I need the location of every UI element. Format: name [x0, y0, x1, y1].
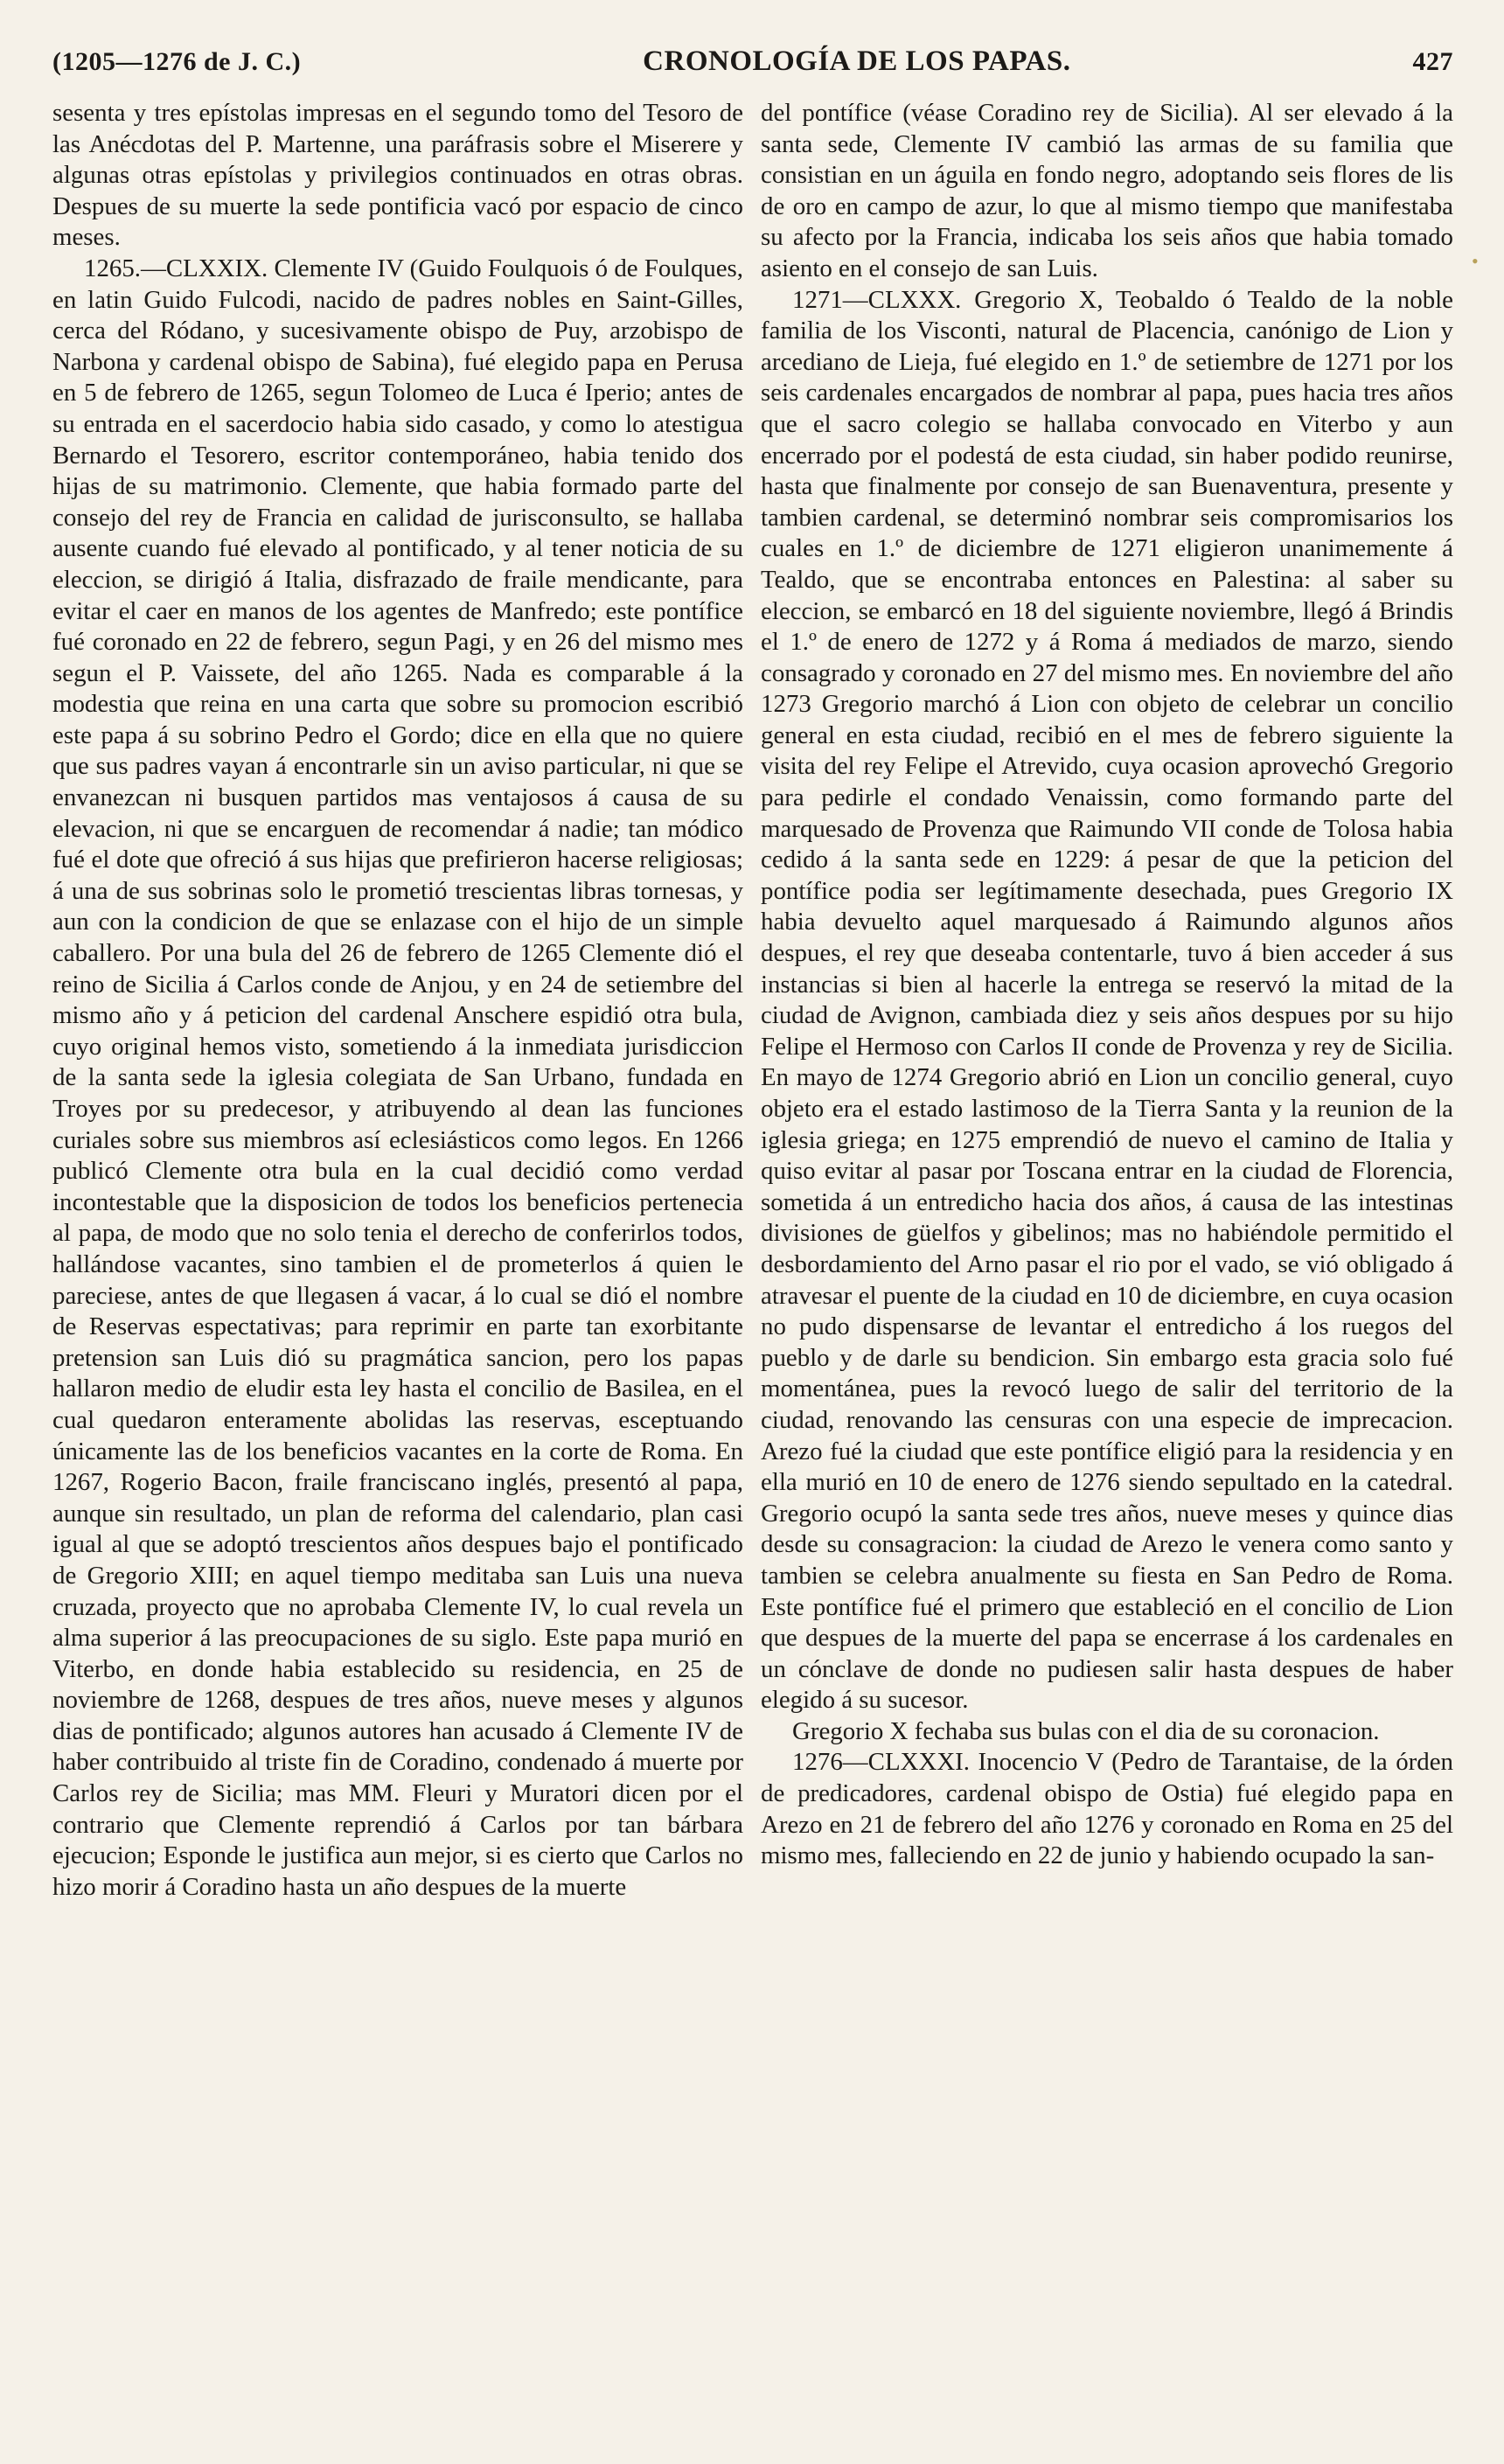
left-column — [52, 98, 743, 1903]
right-column — [761, 98, 1453, 1872]
page-number: 427 — [1412, 47, 1453, 76]
header-title: CRONOLOGÍA DE LOS PAPAS. — [643, 45, 1071, 77]
paragraph-gregorio-x: 1271—CLXXX. Gregorio X, Teobaldo ó Tealdo de la noble familia de los Visconti, natural de Placencia, canónigo de Lion y arcediano de Lieja, fué elegido en 1.º de setiembre de 1271 por los seis cardenales encargados de nombrar al papa, pues hacia tres años que el sacro colegio se hallaba convocado en Viterbo y aun encerrado por el podestá de esta ciudad, sin haber podido reunirse, hasta que finalmente por consejo de san Buenaventura, presente y tambien cardenal, se determinó nombrar seis compromisarios los cuales en 1.º de diciembre de 1271 eligieron unanimemente á Tealdo, que se encontraba entonces en Palestina: al saber su eleccion, se embarcó en 18 del siguiente noviembre, llegó á Brindis el 1.º de enero de 1272 y á Roma á mediados de marzo, siendo consagrado y coronado en 27 del mismo mes. En noviembre del año 1273 Gregorio marchó á Lion con objeto de celebrar un concilio general en esta ciudad, recibió en el mes de febrero siguiente la visita del rey Felipe el Atrevido, cuya ocasion aprovechó Gregorio para pedirle el condado Venaissin, como formando parte del marquesado de Provenza que Raimundo VII conde de Tolosa habia cedido á la santa sede en 1229: á pesar de que la peticion del pontífice podia ser legítimamente desechada, pues Gregorio IX habia devuelto aquel marquesado á Raimundo algunos años despues, el rey que deseaba contentarle, tuvo á bien acceder á sus instancias si bien al hacerle la entrega se reservó la mitad de la ciudad de Avignon, cambiada diez y seis años despues por su hijo Felipe el Hermoso con Carlos II conde de Provenza y rey de Sicilia. En mayo de 1274 Gregorio abrió en Lion un concilio general, cuyo objeto era el estado lastimoso de la Tierra Santa y la reunion de la iglesia griega; en 1275 emprendió de nuevo el camino de Italia y quiso evitar al pasar por Toscana entrar en la ciudad de Florencia, sometida á un entredicho hacia dos años, á causa de las intestinas divisiones de güelfos y gibelinos; mas no habiéndole permitido el desbordamiento del Arno pasar el rio por el vado, se vió obligado á atravesar el puente de la ciudad en 10 de diciembre, en cuya ocasion no pudo dispensarse de levantar el entredicho á los ruegos del pueblo y de darle su bendicion. Sin embargo esta gracia solo fué momentánea, pues la revocó luego de salir del territorio de la ciudad, renovando las censuras con una especie de imprecacion. Arezo fué la ciudad que este pontífice eligió para la residencia y en ella murió en 10 de enero de 1276 siendo sepultado en la catedral. Gregorio ocupó la santa sede tres años, nueve meses y quince dias desde su consagracion: la ciudad de Arezo le venera como santo y tambien se celebra anualmente su fiesta en San Pedro de Roma. Este pontífice fué el primero que estableció en el concilio de Lion que despues de la muerte del papa se encerrase á los cardenales en un cónclave de donde no pudiesen salir hasta despues de haber elegido á su sucesor. — [761, 285, 1453, 1715]
header-date-range: (1205—1276 de J. C.) — [52, 47, 302, 76]
paragraph-clemente-iv: 1265.—CLXXIX. Clemente IV (Guido Foulquois ó de Foulques, en latin Guido Fulcodi, nacido de padres nobles en Saint-Gilles, cerca del Ródano, y sucesivamente obispo de Puy, arzobispo de Narbona y cardenal obispo de Sabina), fué elegido papa en Perusa en 5 de febrero de 1265, segun Tolomeo de Luca é Iperio; antes de su entrada en el sacerdocio habia sido casado, y como lo atestigua Bernardo el Tesorero, escritor contemporáneo, habia tenido dos hijas de su matrimonio. Clemente, que habia formado parte del consejo del rey de Francia en calidad de jurisconsulto, se hallaba ausente cuando fué elevado al pontificado, y al tener noticia de su eleccion, se dirigió á Italia, disfrazado de fraile mendicante, para evitar el caer en manos de los agentes de Manfredo; este pontífice fué coronado en 22 de febrero, segun Pagi, y en 26 del mismo mes segun el P. Vaissete, del año 1265. Nada es comparable á la modestia que reina en una carta que sobre su promocion escribió este papa á su sobrino Pedro el Gordo; dice en ella que no quiere que sus padres vayan á encontrarle sin un aviso particular, ni que se envanezcan ni busquen partidos mas ventajosos á causa de su elevacion, ni que se encarguen de recomendar á nadie; tan módico fué el dote que ofreció á sus hijas que prefirieron hacerse religiosas; á una de sus sobrinas solo le prometió trescientas libras tornesas, y aun con la condicion de que se enlazase con el hijo de un simple caballero. Por una bula del 26 de febrero de 1265 Clemente dió el reino de Sicilia á Carlos conde de Anjou, y en 24 de setiembre del mismo año y á peticion del cardenal Anschere espidió otra bula, cuyo original hemos visto, sometiendo á la inmediata jurisdiccion de la santa sede la iglesia colegiata de San Urbano, fundada en Troyes por su predecesor, y atribuyendo al dean las funciones curiales sobre sus miembros así eclesiásticos como legos. En 1266 publicó Clemente otra bula en la cual decidió como verdad incontestable que la disposicion de todos los beneficios pertenecia al papa, de modo que no solo tenia el derecho de conferirlos todos, hallándose vacantes, sino tambien el de prometerlos á quien le pareciese, antes de que llegasen á vacar, á lo cual se dió el nombre de Reservas espectativas; para reprimir en parte tan exorbitante pretension san Luis dió su pragmática sancion, pero los papas hallaron medio de eludir esta ley hasta el concilio de Basilea, en el cual quedaron enteramente abolidas las reservas, esceptuando únicamente las de los beneficios vacantes en la corte de Roma. En 1267, Rogerio Bacon, fraile franciscano inglés, presentó al papa, aunque sin resultado, un plan de reforma del calendario, plan casi igual al que se adoptó trescientos años despues bajo el pontificado de Gregorio XIII; en aquel tiempo meditaba san Luis una nueva cruzada, proyecto que no aprobaba Clemente IV, lo cual revela un alma superior á las preocupaciones de su siglo. Este papa murió en Viterbo, en donde habia establecido su residencia, en 25 de noviembre de 1268, despues de tres años, nueve meses y algunos dias de pontificado; algunos autores han acusado á Clemente IV de haber contribuido al triste fin de Coradino, condenado á muerte por Carlos rey de Sicilia; mas MM. Fleuri y Muratori dicen por el contrario que Clemente reprendió á Carlos por tan bárbara ejecucion; Esponde le justifica aun mejor, si es cierto que Carlos no hizo morir á Coradino hasta un año despues de la muerte — [52, 254, 743, 1901]
page-header — [52, 45, 1453, 94]
margin-dot-icon: • — [1472, 250, 1479, 272]
paragraph-left-1: sesenta y tres epístolas impresas en el segundo tomo del Tesoro de las Anécdotas del P. Martenne, una paráfrasis sobre el Miserere y algunas otras epístolas y privilegios continuados en otras obras. Despues de su muerte la sede pontificia vacó por espacio de cinco meses. — [52, 99, 743, 252]
paragraph-right-1: del pontífice (véase Coradino rey de Sicilia). Al ser elevado á la santa sede, Clemente IV cambió las armas de su familia que consistian en un águila en fondo negro, adoptando seis flores de lis de oro en campo de azur, lo que al mismo tiempo que manifestaba su afecto por la Francia, indicaba los seis años que habia tomado asiento en el consejo de san Luis. — [761, 99, 1453, 282]
paragraph-inocencio-v: 1276—CLXXXI. Inocencio V (Pedro de Tarantaise, de la órden de predicadores, cardenal obispo de Ostia) fué elegido papa en Arezo en 21 de febrero del año 1276 y coronado en Roma en 25 del mismo mes, falleciendo en 22 de junio y habiendo ocupado la san- — [761, 1748, 1453, 1870]
paragraph-gregorio-x-note: Gregorio X fechaba sus bulas con el dia de su coronacion. — [792, 1716, 1380, 1745]
